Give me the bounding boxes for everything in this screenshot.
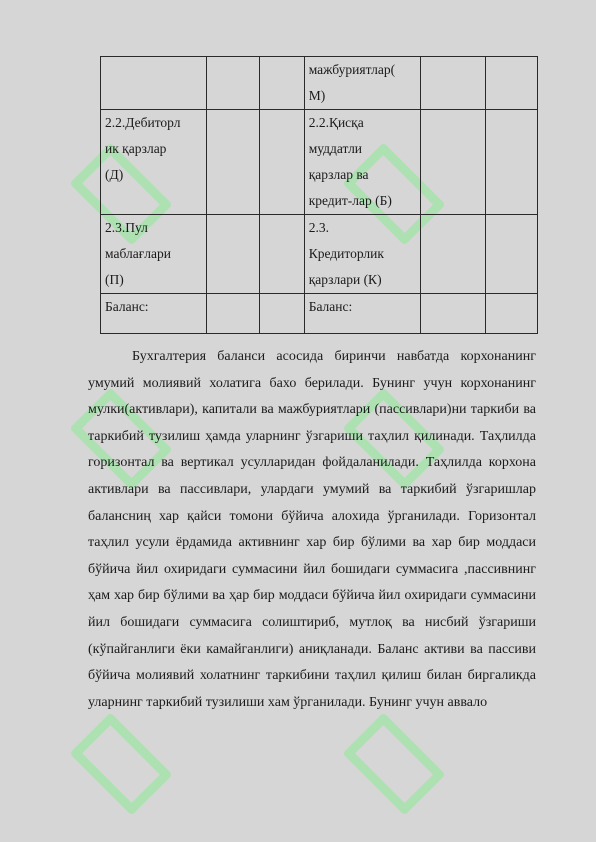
table-row xyxy=(101,57,538,110)
table-row xyxy=(101,294,538,334)
table-row xyxy=(101,110,538,215)
table-cell: мажбуриятлар( М) xyxy=(304,57,421,110)
table-cell xyxy=(260,294,304,334)
table-cell: Баланс: xyxy=(304,294,421,334)
table-cell xyxy=(485,110,537,215)
table-cell xyxy=(206,215,260,294)
table-cell xyxy=(260,57,304,110)
paragraph-text: Бухгалтерия баланси асосида биринчи навбатда корхонанинг умумий молиявий холатига бахо берилади. Бунинг учун корхонанинг мулки(активлари), капитали ва мажбуриятлари (пассивлари)ни таркиби ва таркибий тузилиш ҳамда уларнинг ўзгариши таҳлил қилинади. Таҳлилда горизонтал ва вертикал усулларидан фойдаланилади. Таҳлилда корхона активлари ва пассивлари, улардаги умумий ва таркибий ўзгаришлар балансниң хар қайси томони бўйича алохида ўрганилади. Горизонтал таҳлил усули ёрдамида активнинг хар бир бўлими ва хар бир моддаси бўйича йил охиридаги суммасини йил бошидаги суммасига ,пассивнинг ҳам хар бир бўлими ва ҳар бир моддаси бўйича йил охиридаги суммасини йил бошидаги суммасига солиштириб, мутлоқ ва нисбий ўзгариши (кўпайганлиги ёки камайганлиги) аниқланади. Баланс активи ва пассиви бўйича молиявий холатнинг таркибини таҳлил қилиш билан биргаликда уларнинг таркибий тузилиши хам ўрганилади. Бунинг учун аввало xyxy=(88,349,536,710)
table-cell xyxy=(421,110,486,215)
table-cell xyxy=(101,57,207,110)
table-cell xyxy=(421,215,486,294)
table-cell: 2.2.Қисқа муддатли қарзлар ва кредит-лар (Б) xyxy=(304,110,421,215)
table-cell xyxy=(260,110,304,215)
table-cell xyxy=(485,57,537,110)
balance-table xyxy=(100,56,538,334)
table-cell xyxy=(206,294,260,334)
table-cell xyxy=(485,294,537,334)
watermark-logo-icon xyxy=(342,712,445,815)
table-cell xyxy=(206,110,260,215)
table-cell: Баланс: xyxy=(101,294,207,334)
table-cell xyxy=(485,215,537,294)
table-cell xyxy=(421,294,486,334)
table-row xyxy=(101,215,538,294)
watermark-logo-icon xyxy=(69,712,172,815)
table-cell: 2.3. Кредиторлик қарзлари (К) xyxy=(304,215,421,294)
table-cell: 2.3.Пул маблағлари (П) xyxy=(101,215,207,294)
table-cell xyxy=(421,57,486,110)
body-paragraph xyxy=(88,344,536,716)
table-cell xyxy=(206,57,260,110)
table-cell xyxy=(260,215,304,294)
table-cell: 2.2.Дебиторл ик қарзлар (Д) xyxy=(101,110,207,215)
